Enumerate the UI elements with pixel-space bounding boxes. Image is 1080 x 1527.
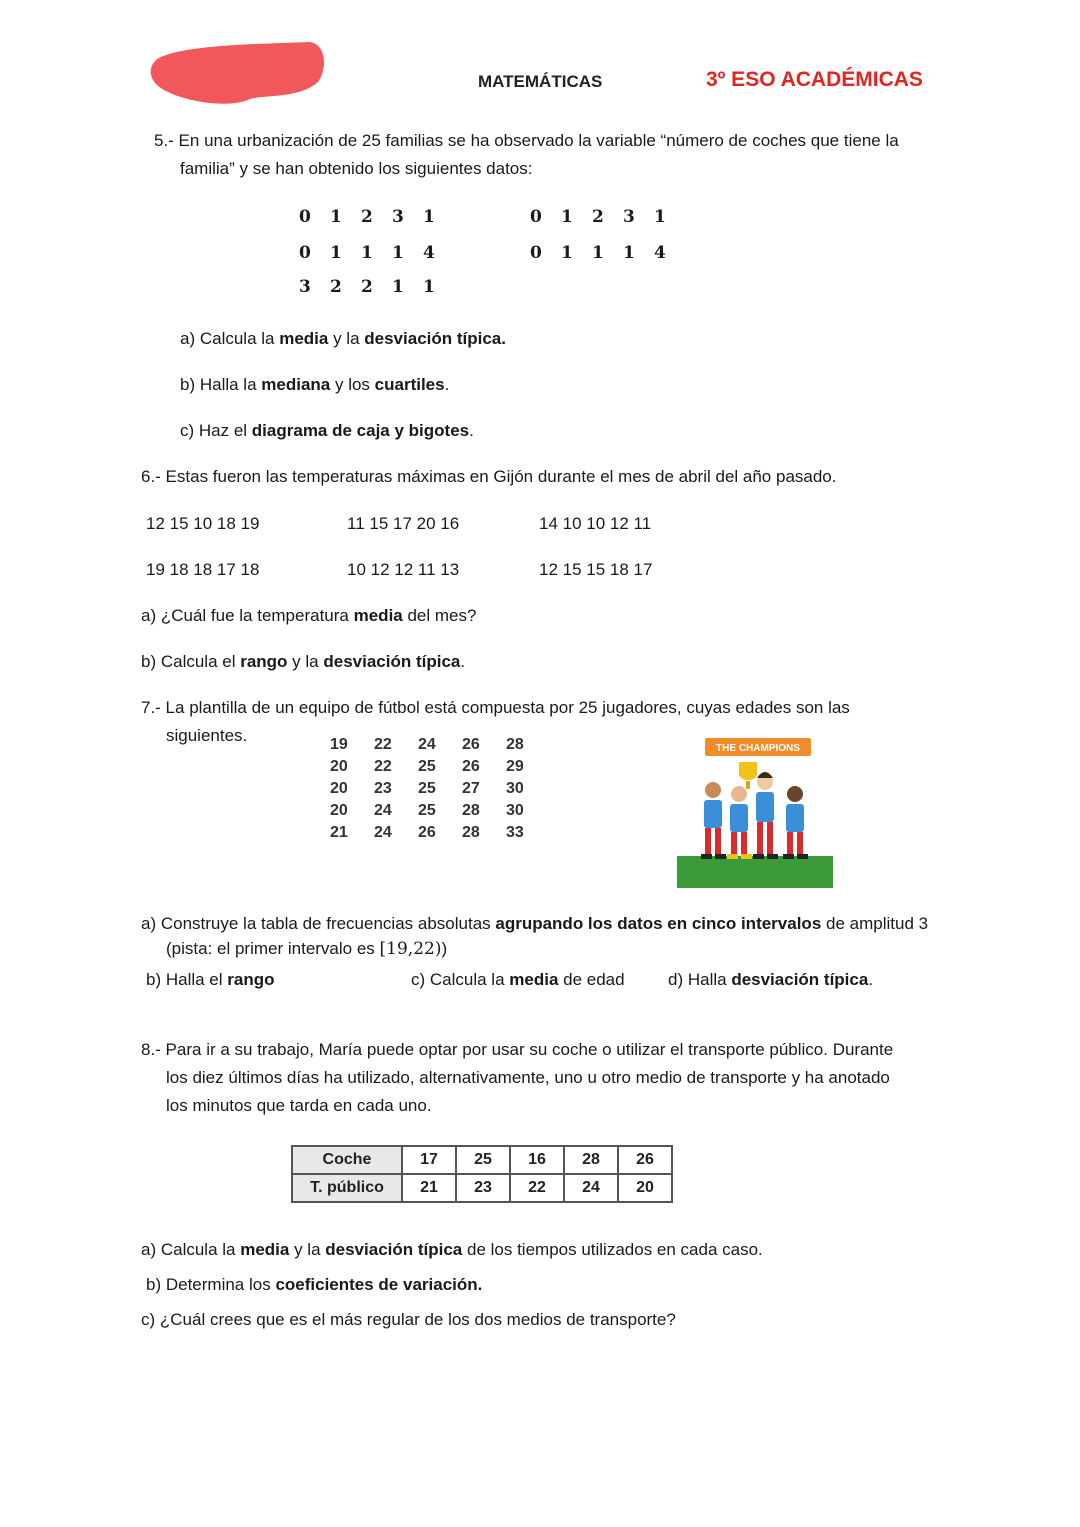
transport-times-table xyxy=(291,1145,673,1203)
ex5-statement-line1: 5.- En una urbanización de 25 familias se ha observado la variable “número de coches que tiene la xyxy=(154,131,899,150)
age-value: 20 xyxy=(330,780,348,797)
table-cell: 17 xyxy=(402,1146,456,1174)
age-value: 29 xyxy=(506,758,524,775)
ex6-question-b: b) Calcula el rango y la desviación típica. xyxy=(141,652,466,671)
table-cell: 20 xyxy=(618,1174,672,1202)
age-value: 22 xyxy=(374,758,392,775)
ages-grid xyxy=(330,734,550,844)
age-value: 26 xyxy=(418,824,436,841)
ex6-question-a: a) ¿Cuál fue la temperatura media del mes? xyxy=(141,606,477,625)
table-cell: 25 xyxy=(456,1146,510,1174)
temps-group: 12 15 10 18 19 xyxy=(146,514,260,533)
table-cell: 26 xyxy=(618,1146,672,1174)
ex7-question-a-line1: a) Construye la tabla de frecuencias absolutas agrupando los datos en cinco intervalos de amplitud 3 xyxy=(141,914,929,933)
grass xyxy=(677,856,833,888)
temps-group: 19 18 18 17 18 xyxy=(146,560,260,579)
player-figure xyxy=(727,786,752,859)
table-cell: 28 xyxy=(564,1146,618,1174)
age-value: 20 xyxy=(330,802,348,819)
age-value: 33 xyxy=(506,824,524,841)
age-value: 28 xyxy=(462,824,480,841)
ex5-statement-line2: familia” y se han obtenido los siguientes datos: xyxy=(180,159,533,178)
age-value: 20 xyxy=(330,758,348,775)
table-cell: 22 xyxy=(510,1174,564,1202)
age-value: 28 xyxy=(506,736,524,753)
age-value: 24 xyxy=(374,802,392,819)
table-row xyxy=(292,1146,672,1174)
age-value: 28 xyxy=(462,802,480,819)
ex8-question-b: b) Determina los coeficientes de variación. xyxy=(146,1275,483,1294)
age-value: 24 xyxy=(418,736,436,753)
age-value: 26 xyxy=(462,736,480,753)
table-cell: 16 xyxy=(510,1146,564,1174)
ex8-statement-line3: los minutos que tarda en cada uno. xyxy=(166,1096,432,1115)
player-figure xyxy=(701,782,726,859)
ex7-question-d: d) Halla desviación típica. xyxy=(668,970,874,989)
ex7-question-a-line2: (pista: el primer intervalo es [19,22)) xyxy=(166,939,448,959)
temps-group: 11 15 17 20 16 xyxy=(347,514,460,533)
ex7-statement-line2: siguientes. xyxy=(166,726,248,745)
ex5-left-row: 0 1 1 1 4 xyxy=(299,243,435,263)
age-value: 27 xyxy=(462,780,480,797)
ex8-question-a: a) Calcula la media y la desviación típica de los tiempos utilizados en cada caso. xyxy=(141,1240,763,1259)
ex7-question-c: c) Calcula la media de edad xyxy=(411,970,625,989)
ex7-question-b: b) Halla el rango xyxy=(146,970,275,989)
trophy-icon xyxy=(739,762,757,780)
ex5-question-c: c) Haz el diagrama de caja y bigotes. xyxy=(180,421,474,440)
ex8-statement-line1: 8.- Para ir a su trabajo, María puede optar por usar su coche o utilizar el transporte público. Durante xyxy=(141,1040,894,1059)
champions-illustration xyxy=(677,738,833,888)
ex5-left-row: 0 1 2 3 1 xyxy=(299,207,435,227)
ex5-question-a: a) Calcula la media y la desviación típica. xyxy=(180,329,506,348)
age-value: 21 xyxy=(330,824,348,841)
age-value: 22 xyxy=(374,736,392,753)
table-cell: 21 xyxy=(402,1174,456,1202)
row-label: Coche xyxy=(292,1146,402,1174)
ex6-statement: 6.- Estas fueron las temperaturas máximas en Gijón durante el mes de abril del año pasado. xyxy=(141,467,837,486)
age-value: 30 xyxy=(506,780,524,797)
table-cell: 23 xyxy=(456,1174,510,1202)
subject-title: MATEMÁTICAS xyxy=(478,72,603,91)
age-value: 25 xyxy=(418,802,436,819)
ex5-left-row: 3 2 2 1 1 xyxy=(299,277,435,297)
table-row xyxy=(292,1174,672,1202)
temps-group: 12 15 15 18 17 xyxy=(539,560,653,579)
row-label: T. público xyxy=(292,1174,402,1202)
age-value: 25 xyxy=(418,758,436,775)
champions-banner-text: THE CHAMPIONS xyxy=(716,743,800,754)
table-cell: 24 xyxy=(564,1174,618,1202)
ex7-statement-line1: 7.- La plantilla de un equipo de fútbol está compuesta por 25 jugadores, cuyas edades son las xyxy=(141,698,850,717)
player-figure xyxy=(783,786,808,859)
temps-group: 10 12 12 11 13 xyxy=(347,560,460,579)
interval-notation: [19,22) xyxy=(379,939,442,959)
ex8-statement-line2: los diez últimos días ha utilizado, alternativamente, uno u otro medio de transporte y ha anotado xyxy=(166,1068,890,1087)
redaction-mark xyxy=(148,38,326,106)
age-value: 23 xyxy=(374,780,392,797)
player-figure xyxy=(753,772,778,859)
age-value: 26 xyxy=(462,758,480,775)
age-value: 24 xyxy=(374,824,392,841)
ex5-question-b: b) Halla la mediana y los cuartiles. xyxy=(180,375,450,394)
age-value: 30 xyxy=(506,802,524,819)
ex8-question-c: c) ¿Cuál crees que es el más regular de los dos medios de transporte? xyxy=(141,1310,676,1329)
ex5-right-row: 0 1 1 1 4 xyxy=(530,243,666,263)
ex5-right-row: 0 1 2 3 1 xyxy=(530,207,666,227)
age-value: 25 xyxy=(418,780,436,797)
temps-group: 14 10 10 12 11 xyxy=(539,514,652,533)
age-value: 19 xyxy=(330,736,348,753)
course-title: 3º ESO ACADÉMICAS xyxy=(706,68,923,91)
